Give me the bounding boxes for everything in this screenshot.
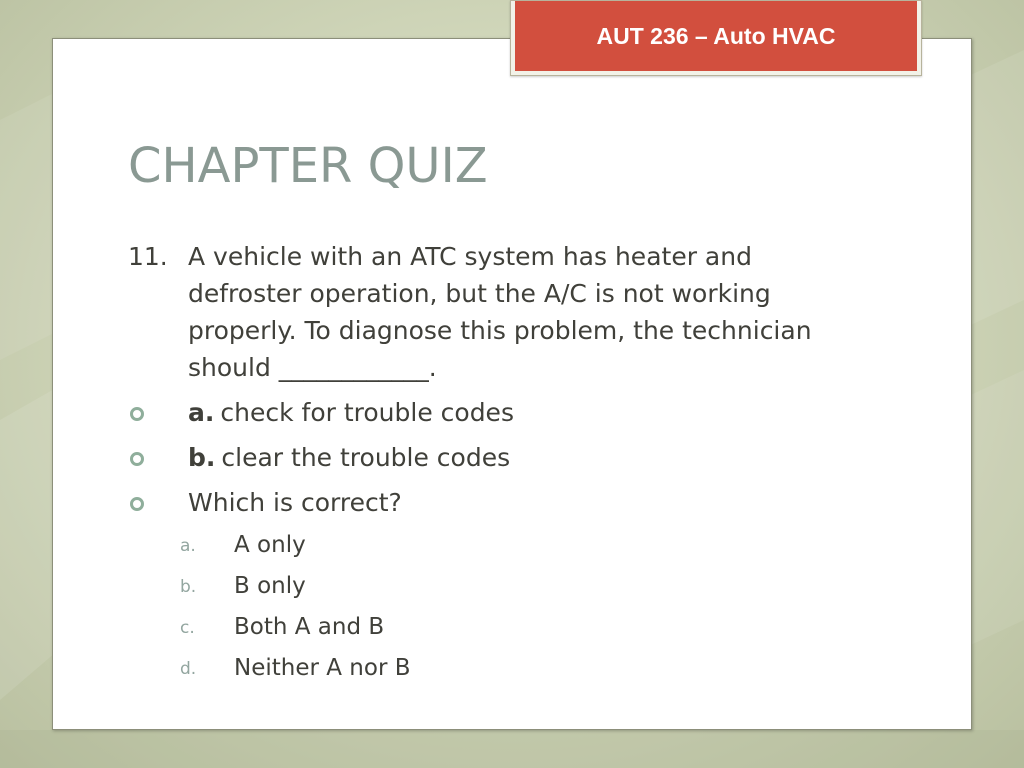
statement-letter: a. [188, 398, 215, 427]
statement-text: check for trouble codes [220, 398, 514, 427]
slide-title: CHAPTER QUIZ [128, 138, 488, 194]
answer-marker: c. [180, 618, 195, 638]
course-tab-frame [510, 0, 922, 76]
statement-item [128, 484, 888, 529]
circle-bullet-icon [130, 452, 144, 466]
answer-choice [180, 610, 411, 651]
answer-choice [180, 651, 411, 692]
answer-text: Both A and B [234, 614, 385, 640]
answer-marker: d. [180, 659, 197, 679]
answer-choice [180, 569, 411, 610]
question-text: A vehicle with an ATC system has heater and defroster operation, but the A/C is not working properly. To diagnose this problem, the technician should ____________. [188, 242, 812, 382]
answer-marker: a. [180, 536, 196, 556]
circle-bullet-icon [130, 407, 144, 421]
statement-item [128, 394, 888, 439]
statement-list [128, 394, 888, 529]
quiz-question [128, 238, 858, 386]
question-number: 11. [128, 242, 168, 271]
statement-letter: b. [188, 443, 216, 472]
circle-bullet-icon [130, 497, 144, 511]
answer-text: Neither A nor B [234, 655, 411, 681]
statement-item [128, 439, 888, 484]
answer-choice [180, 528, 411, 569]
answer-marker: b. [180, 577, 197, 597]
statement-text: clear the trouble codes [221, 443, 511, 472]
answer-text: B only [234, 573, 306, 599]
answer-choices [180, 528, 411, 692]
course-label-tab [515, 1, 917, 71]
course-label: AUT 236 – Auto HVAC [596, 22, 836, 49]
answer-text: A only [234, 532, 306, 558]
statement-text: Which is correct? [188, 488, 402, 517]
